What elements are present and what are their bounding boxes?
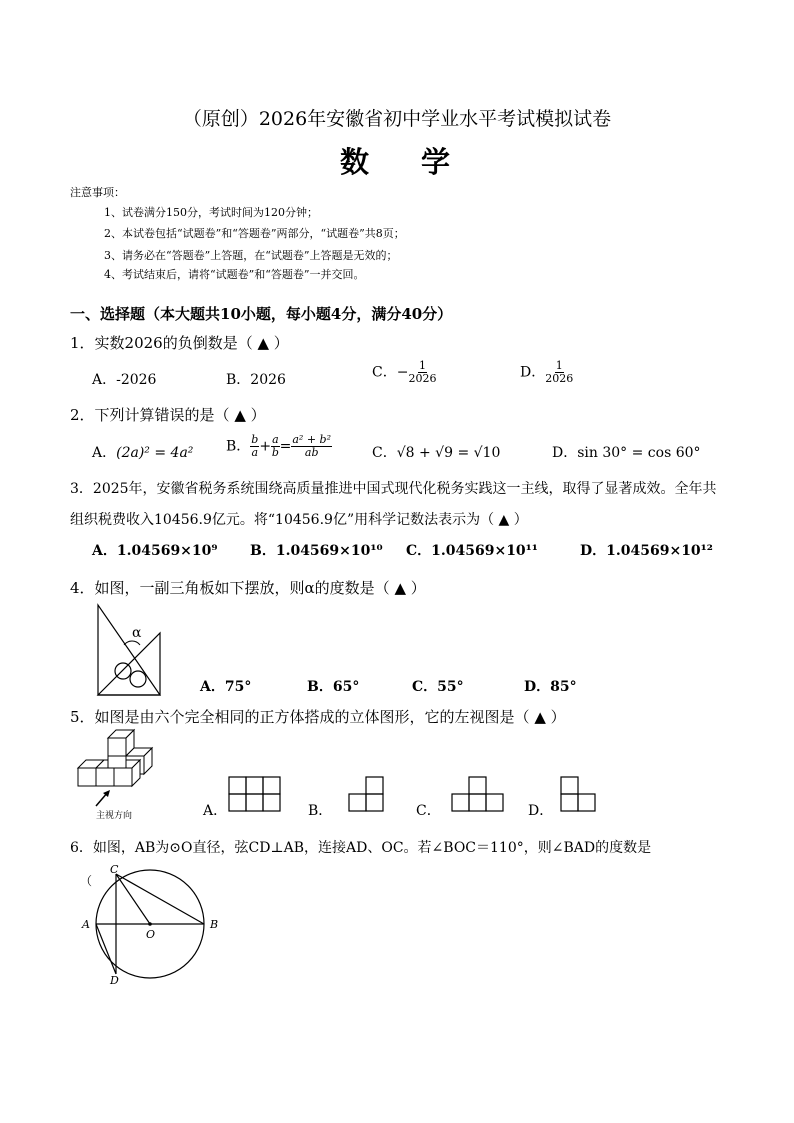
- q4-triangle-figure: [90, 603, 170, 698]
- q2-option-d: D．sin 30° = cos 60°: [552, 445, 701, 461]
- q1-option-c: C．− $\frac{1}{2026}$: [372, 359, 437, 385]
- q5-option-d-label: D．: [528, 803, 554, 819]
- q5-option-b-figure: [348, 776, 384, 812]
- q6-paren: （: [80, 874, 93, 888]
- q4-option-d: D．85°: [524, 679, 577, 695]
- q3-option-d: D．1.04569×10¹²: [580, 543, 713, 559]
- exam-title: （原创）2026年安徽省初中学业水平考试模拟试卷: [182, 108, 612, 130]
- q6-label-d: D: [110, 974, 119, 987]
- q6-label-b: B: [210, 918, 219, 931]
- q6-stem: 6．如图，AB为⊙O直径，弦CD⊥AB，连接AD、OC。若∠BOC＝110°，则∠BAD的度数是: [70, 840, 652, 856]
- q1-option-d: D． $\frac{1}{2026}$: [520, 359, 574, 385]
- q3-option-b: B．1.04569×10¹⁰: [250, 543, 383, 559]
- q5-option-d-figure: [560, 776, 596, 812]
- subject-char-2: 学: [421, 145, 455, 179]
- q2-stem: 2．下列计算错误的是（ ▲ ）: [70, 406, 266, 424]
- q5-option-a-figure: [228, 776, 282, 812]
- q4-option-a: A．75°: [200, 679, 252, 695]
- q1-option-a: A．-2026: [92, 372, 157, 388]
- q3-option-c: C．1.04569×10¹¹: [406, 543, 538, 559]
- notice-heading: 注意事项：: [70, 186, 125, 199]
- subject-char-1: 数: [339, 145, 373, 179]
- q1-c-fraction: $\frac{1}{2026}$: [408, 359, 437, 385]
- q6-label-a: A: [82, 918, 90, 931]
- q1-d-fraction: $\frac{1}{2026}$: [545, 359, 574, 385]
- q4-alpha-label: α: [132, 625, 142, 641]
- q5-direction-label: 主视方向: [96, 811, 133, 821]
- q3-option-a: A．1.04569×10⁹: [92, 543, 218, 559]
- q1-stem: 1．实数2026的负倒数是（ ▲ ）: [70, 334, 289, 352]
- q4-option-c: C．55°: [412, 679, 464, 695]
- q6-label-o: O: [146, 928, 156, 941]
- q5-direction-arrow-icon: [94, 788, 114, 808]
- notice-item-2: 2、本试卷包括“试题卷”和“答题卷”两部分，“试题卷”共8页；: [104, 227, 405, 240]
- q5-cube-figure: [74, 728, 164, 793]
- q1-option-b: B．2026: [226, 372, 286, 388]
- notice-item-3: 3、请务必在“答题卷”上答题，在“试题卷”上答题是无效的；: [104, 249, 398, 262]
- q5-option-c-figure: [450, 776, 506, 812]
- notice-item-1: 1、试卷满分150分，考试时间为120分钟；: [104, 206, 318, 219]
- q3-line-1: 3．2025年，安徽省税务系统围绕高质量推进中国式现代化税务实践这一主线，取得了显著成效。全年共: [70, 481, 717, 497]
- q6-label-c: C: [110, 863, 119, 876]
- q5-option-c-label: C．: [416, 803, 441, 819]
- q5-option-b-label: B．: [308, 803, 333, 819]
- q2-option-b: B． $\frac{b}{a}$ + $\frac{a}{b}$ = $\frac{\text{a² + b²}}{ab}$: [226, 433, 332, 459]
- q6-circle-figure: [78, 862, 228, 992]
- q2-option-c: C．√8 + √9 = √10: [372, 445, 501, 461]
- q3-line-2: 组织税费收入10456.9亿元。将“10456.9亿”用科学记数法表示为（ ▲ ）: [70, 512, 528, 528]
- notice-item-4: 4、考试结束后，请将“试题卷”和“答题卷”一并交回。: [104, 268, 365, 281]
- section-title: 一、选择题（本大题共10小题，每小题4分，满分40分）: [70, 305, 453, 323]
- q2-option-a: A．(2a)² = 4a²: [92, 445, 194, 461]
- q5-option-a-label: A．: [203, 803, 228, 819]
- q5-stem: 5．如图是由六个完全相同的正方体搭成的立体图形，它的左视图是（ ▲ ）: [70, 708, 566, 726]
- subject-title: [0, 140, 794, 181]
- q4-stem: 4．如图，一副三角板如下摆放，则α的度数是（ ▲ ）: [70, 579, 426, 597]
- q4-option-b: B．65°: [307, 679, 360, 695]
